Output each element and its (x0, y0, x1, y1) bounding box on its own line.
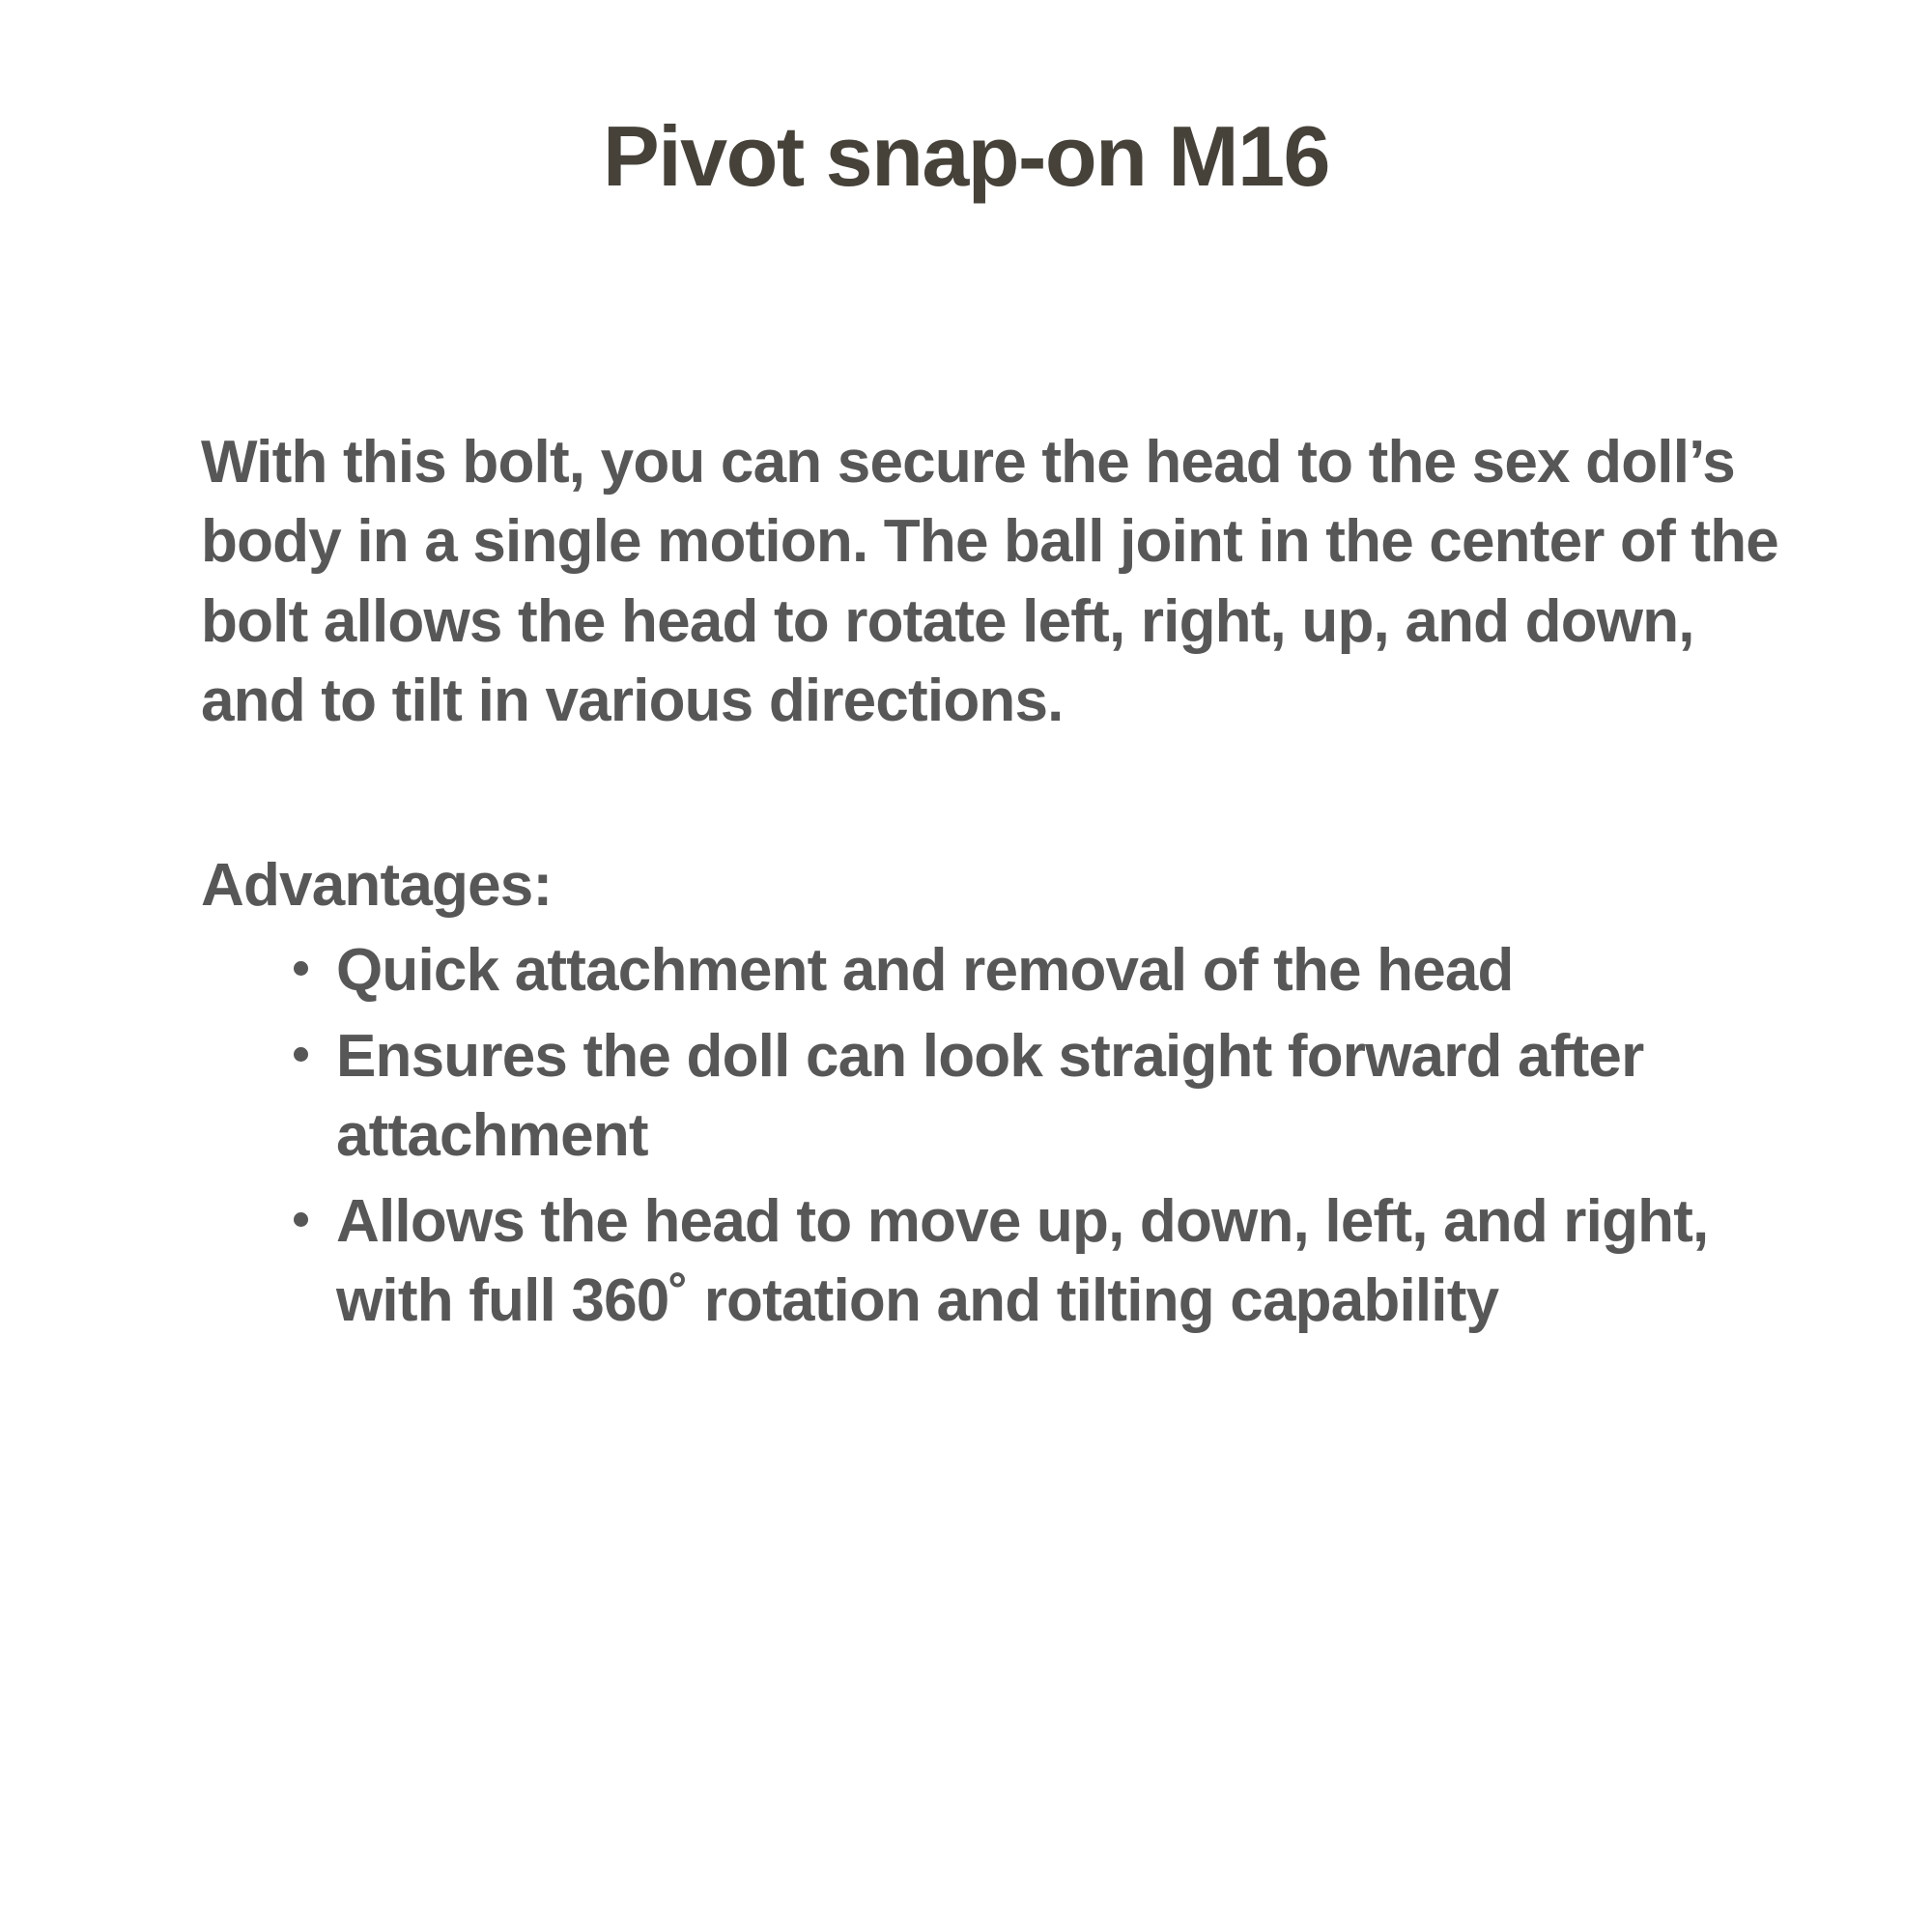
title-block (0, 108, 1932, 204)
list-item (294, 1017, 1824, 1177)
content-body (201, 423, 1824, 1342)
list-item (294, 1182, 1824, 1342)
list-item-label: Quick attachment and removal of the head (336, 937, 1514, 1005)
list-item-label: Ensures the doll can look straight forward after attachment (336, 1022, 1644, 1170)
advantages-heading: Advantages: (201, 851, 553, 919)
intro-paragraph: With this bolt, you can secure the head to the sex doll’s body in a single motion. The ball joint in the center of the bolt allows the head to rotate left, right, up, and down, and to tilt in various directions. (201, 429, 1778, 735)
page-title: Pivot snap-on M16 (603, 108, 1329, 204)
bullet-icon (294, 1212, 308, 1227)
bullet-icon (294, 1047, 308, 1062)
list-item (294, 931, 1824, 1010)
list-item-label: Allows the head to move up, down, left, and right, with full 360˚ rotation and tilting capability (336, 1187, 1709, 1335)
advantages-list (201, 931, 1824, 1341)
bullet-icon (294, 961, 308, 976)
